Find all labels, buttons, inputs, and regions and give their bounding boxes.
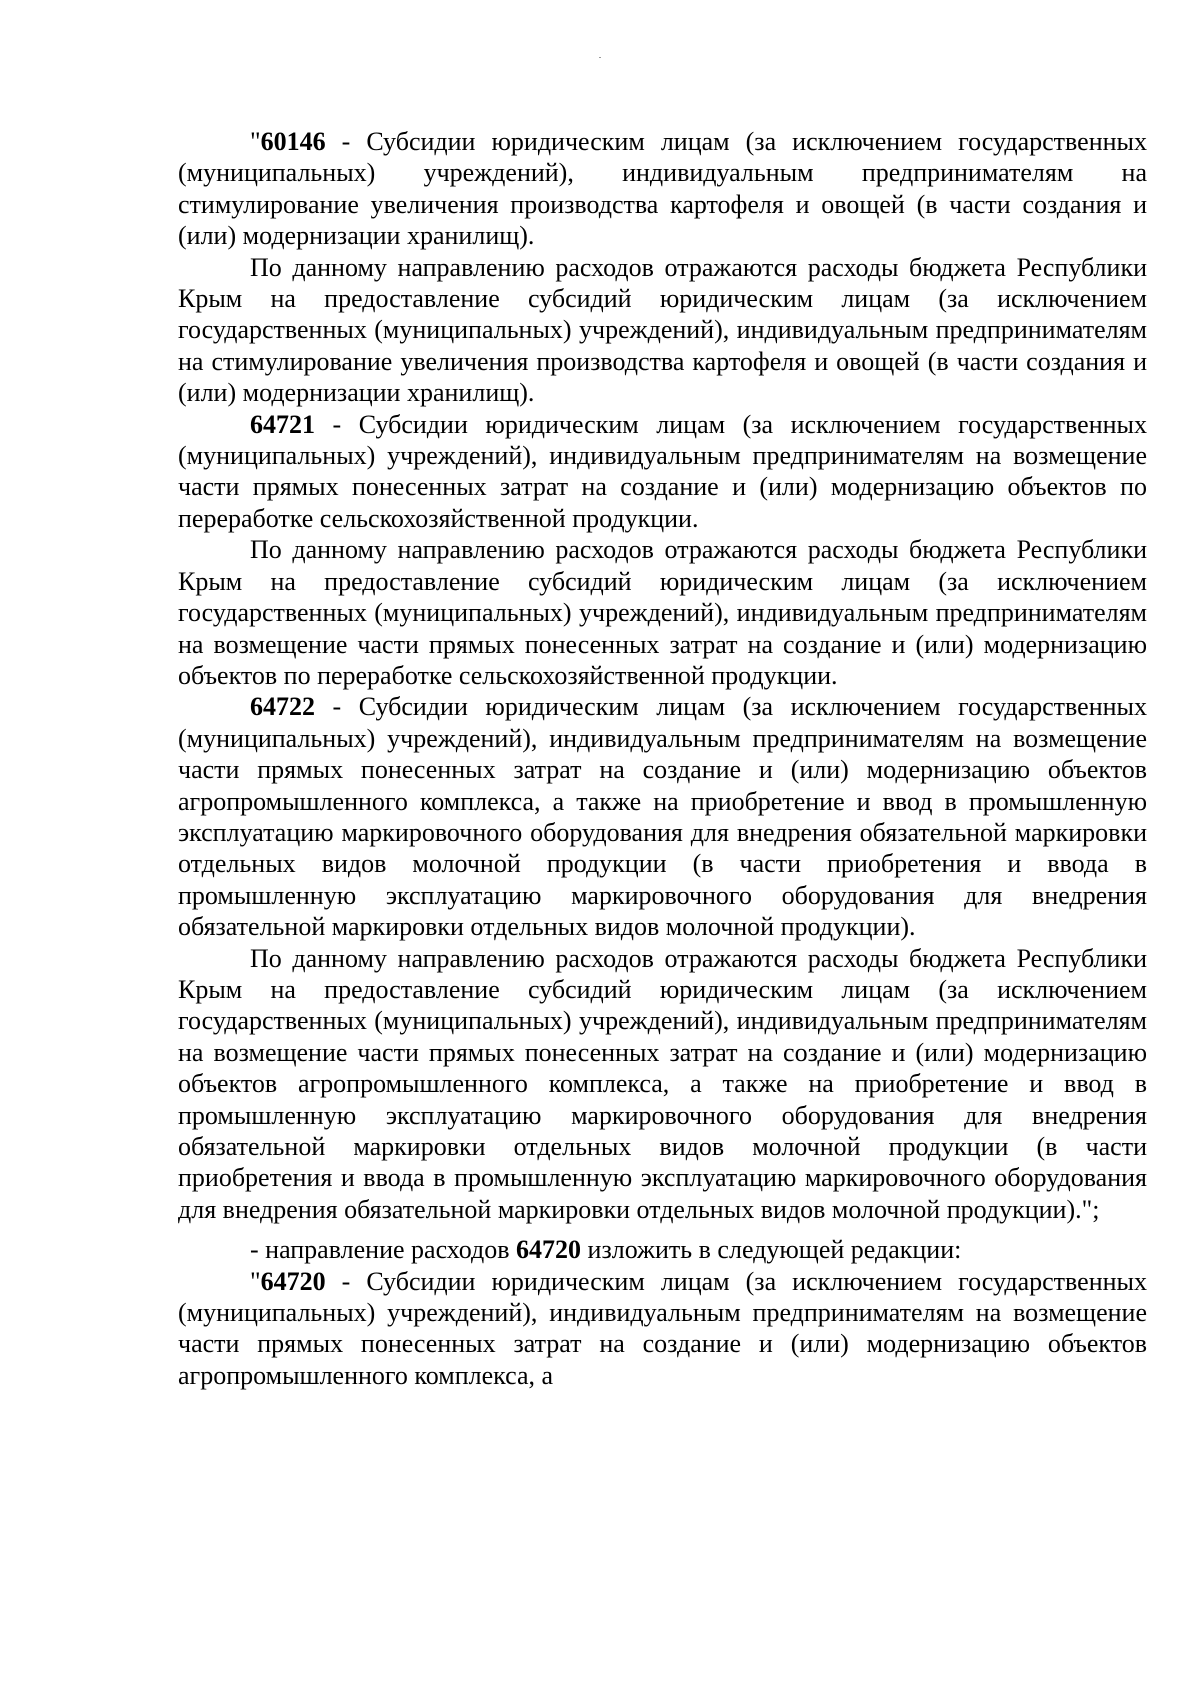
paragraph-text: - Субсидии юридическим лицам (за исключением государственных (муниципальных) учреждений), индивидуальным предпринимателям на стимулирование увеличения производства картофеля и овощей (в части создания и (или) модернизации хранилищ).	[178, 127, 1147, 251]
code-60146: 60146	[260, 127, 326, 156]
paragraph-64721-description	[178, 534, 1147, 691]
paragraph-64720	[178, 1266, 1147, 1392]
paragraph-text: - Субсидии юридическим лицам (за исключением государственных (муниципальных) учреждений), индивидуальным предпринимателям на возмещение части прямых понесенных затрат на создание и (или) модернизацию объектов агропромышленного комплекса, а также на приобретение и ввод в промышленную эксплуатацию маркировочного оборудования для внедрения обязательной маркировки отдельных видов молочной продукции (в части приобретения и ввода в промышленную эксплуатацию маркировочного оборудования для внедрения обязательной маркировки отдельных видов молочной продукции).	[178, 692, 1147, 942]
code-64721: 64721	[250, 409, 315, 439]
paragraph-text: По данному направлению расходов отражаются расходы бюджета Республики Крым на предоставление субсидий юридическим лицам (за исключением государственных (муниципальных) учреждений), индивидуальным предпринимателям на возмещение части прямых понесенных затрат на создание и (или) модернизацию объектов агропромышленного комплекса, а также на приобретение и ввод в промышленную эксплуатацию маркировочного оборудования для внедрения обязательной маркировки отдельных видов молочной продукции (в части приобретения и ввода в промышленную эксплуатацию маркировочного оборудования для внедрения обязательной маркировки отдельных видов молочной продукции).";	[178, 943, 1147, 1224]
opening-quote: "	[250, 1266, 261, 1296]
paragraph-64722-description	[178, 943, 1147, 1226]
instruction-text: - направление расходов	[250, 1235, 517, 1265]
code-64722: 64722	[250, 692, 315, 722]
paragraph-60146-description	[178, 252, 1147, 409]
paragraph-64721	[178, 409, 1147, 535]
document-body	[178, 126, 1147, 1391]
scan-mark	[599, 57, 601, 58]
paragraph-text: По данному направлению расходов отражаются расходы бюджета Республики Крым на предоставление субсидий юридическим лицам (за исключением государственных (муниципальных) учреждений), индивидуальным предпринимателям на возмещение части прямых понесенных затрат на создание и (или) модернизацию объектов по переработке сельскохозяйственной продукции.	[178, 535, 1147, 690]
paragraph-60146	[178, 126, 1147, 252]
paragraph-text: - Субсидии юридическим лицам (за исключением государственных (муниципальных) учреждений), индивидуальным предпринимателям на возмещение части прямых понесенных затрат на создание и (или) модернизацию объектов агропромышленного комплекса, а	[178, 1266, 1147, 1390]
code-64720: 64720	[516, 1235, 582, 1265]
code-64720: 64720	[260, 1266, 326, 1296]
paragraph-text: - Субсидии юридическим лицам (за исключением государственных (муниципальных) учреждений), индивидуальным предпринимателям на возмещение части прямых понесенных затрат на создание и (или) модернизацию объектов по переработке сельскохозяйственной продукции.	[178, 409, 1147, 533]
opening-quote: "	[250, 127, 261, 156]
paragraph-64722	[178, 691, 1147, 942]
paragraph-text: По данному направлению расходов отражаются расходы бюджета Республики Крым на предоставление субсидий юридическим лицам (за исключением государственных (муниципальных) учреждений), индивидуальным предпринимателям на стимулирование увеличения производства картофеля и овощей (в части создания и (или) модернизации хранилищ).	[178, 252, 1147, 408]
amendment-instruction	[178, 1234, 1147, 1265]
paragraph-text: изложить в следующей редакции:	[581, 1235, 962, 1265]
